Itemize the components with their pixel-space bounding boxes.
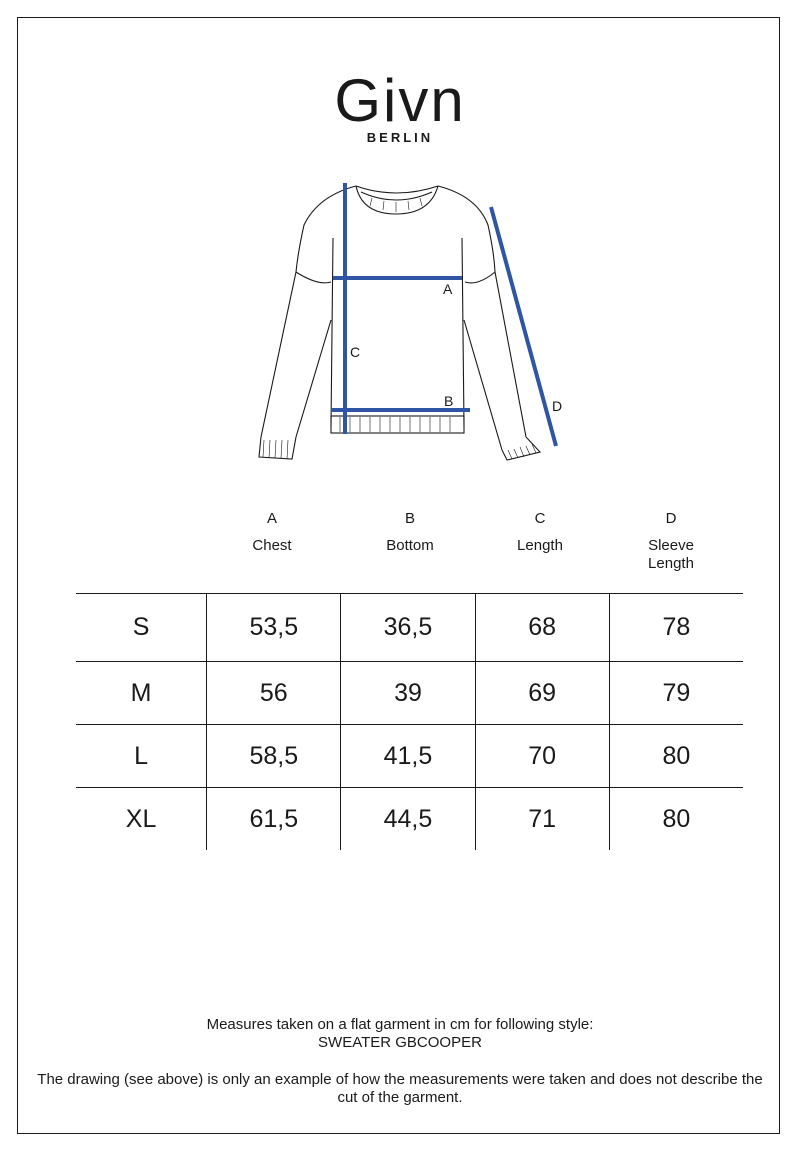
table-cell: 80 — [609, 788, 743, 851]
sweater-diagram — [0, 170, 800, 470]
table-cell: 79 — [609, 662, 743, 725]
column-name: Sleeve Length — [648, 537, 694, 572]
brand-city: BERLIN — [366, 130, 434, 145]
measure-sleeve-line — [491, 207, 556, 446]
table-cell: 68 — [475, 594, 609, 662]
diagram-label-d: D — [552, 398, 563, 414]
table-row — [76, 662, 743, 725]
table-cell: 80 — [609, 725, 743, 788]
column-letter: C — [534, 510, 546, 527]
column-header-sleeve-length — [606, 510, 736, 573]
table-cell: 70 — [475, 725, 609, 788]
brand-logo: Givn — [334, 67, 466, 134]
table-cell: 44,5 — [341, 788, 475, 851]
column-header-length — [475, 510, 605, 555]
column-header-chest — [207, 510, 337, 555]
column-name: Length — [517, 537, 563, 554]
ribbing-lines — [263, 198, 536, 459]
table-row — [76, 594, 743, 662]
table-cell: 53,5 — [207, 594, 341, 662]
style-name: SWEATER GBCOOPER — [318, 1034, 482, 1051]
table-cell: 58,5 — [207, 725, 341, 788]
diagram-label-b: B — [444, 393, 454, 409]
size-label: M — [76, 662, 207, 725]
table-cell: 61,5 — [207, 788, 341, 851]
diagram-label-c: C — [350, 344, 361, 360]
table-cell: 78 — [609, 594, 743, 662]
table-cell: 36,5 — [341, 594, 475, 662]
size-label: S — [76, 594, 207, 662]
table-cell: 69 — [475, 662, 609, 725]
column-letter: D — [665, 510, 677, 527]
size-label: L — [76, 725, 207, 788]
table-row — [76, 725, 743, 788]
table-row — [76, 788, 743, 851]
table-cell: 39 — [341, 662, 475, 725]
size-label: XL — [125, 804, 157, 833]
diagram-label-a: A — [443, 281, 453, 297]
column-name: Chest — [252, 537, 292, 554]
size-table — [76, 593, 743, 850]
column-letter: A — [266, 510, 277, 527]
column-name: Bottom — [386, 537, 434, 554]
disclaimer: The drawing (see above) is only an example of how the measurements were taken and does not describe the cut of the garment. — [37, 1071, 763, 1106]
column-header-bottom — [345, 510, 475, 555]
measure-note: Measures taken on a flat garment in cm for following style: — [206, 1016, 594, 1033]
table-cell: 41,5 — [341, 725, 475, 788]
table-cell: 56 — [207, 662, 341, 725]
table-cell: 71 — [475, 788, 609, 851]
column-letter: B — [404, 510, 415, 527]
